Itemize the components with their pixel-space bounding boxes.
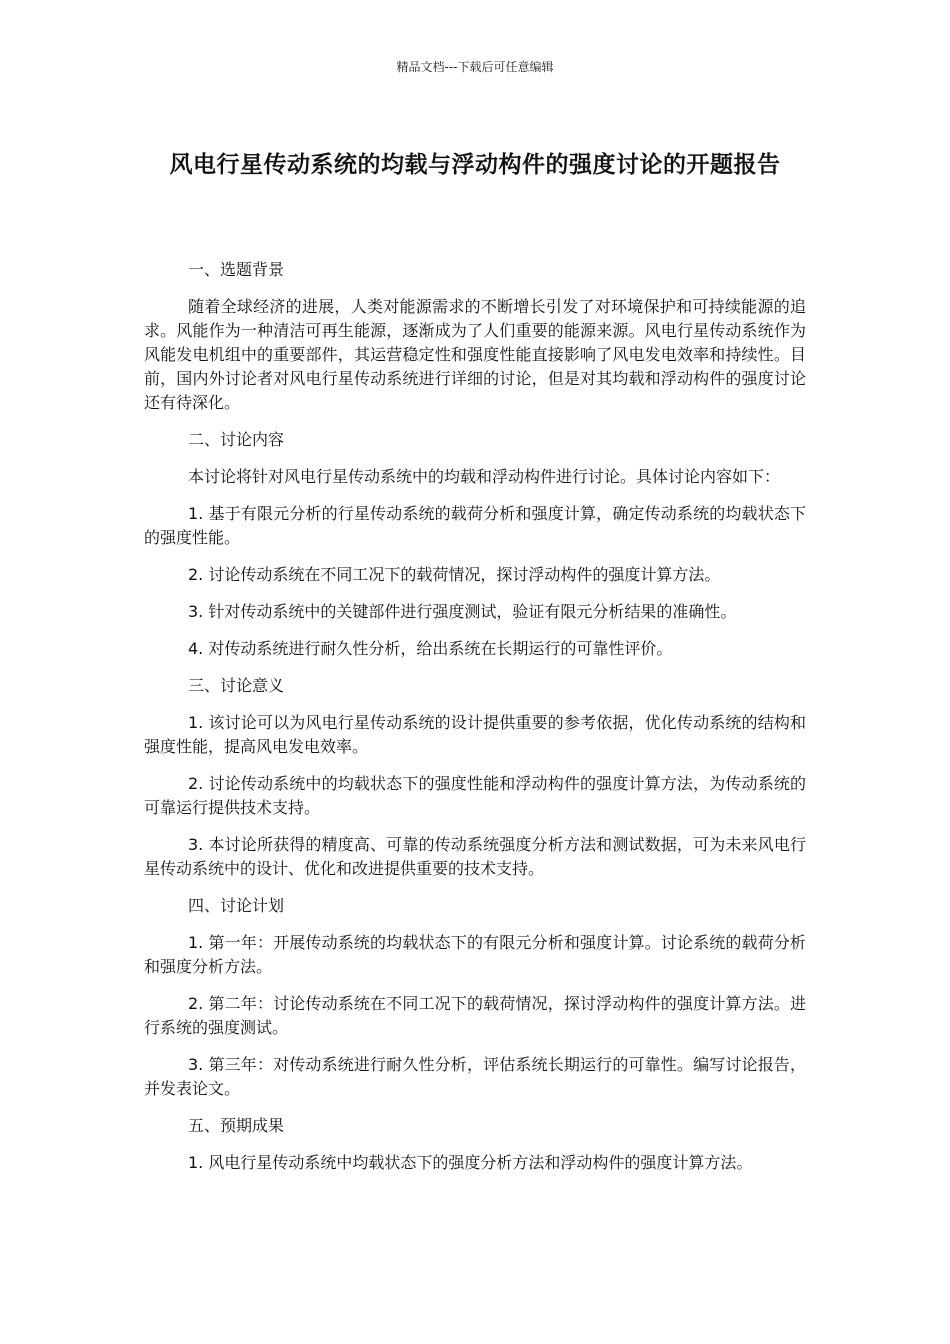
significance-item: 3. 本讨论所获得的精度高、可靠的传动系统强度分析方法和测试数据，可为未来风电行星传动系统中的设计、优化和改进提供重要的技术支持。 <box>144 835 806 878</box>
content-item: 3. 针对传动系统中的关键部件进行强度测试，验证有限元分析结果的准确性。 <box>188 602 737 621</box>
page-header: 精品文档---下载后可任意编辑 <box>396 60 554 74</box>
outcome-item: 1. 风电行星传动系统中均载状态下的强度分析方法和浮动构件的强度计算方法。 <box>188 1153 753 1172</box>
document-body <box>144 258 806 1188</box>
section-heading-background: 一、选题背景 <box>188 260 285 279</box>
background-paragraph: 随着全球经济的进展，人类对能源需求的不断增长引发了对环境保护和可持续能源的追求。风能作为一种清洁可再生能源，逐渐成为了人们重要的能源来源。风电行星传动系统作为风能发电机组中的重要部件，其运营稳定性和强度性能直接影响了风电发电效率和持续性。目前，国内外讨论者对风电行星传动系统进行详细的讨论，但是对其均载和浮动构件的强度讨论还有待深化。 <box>144 297 806 412</box>
section-heading-plan: 四、讨论计划 <box>188 896 285 915</box>
significance-item: 1. 该讨论可以为风电行星传动系统的设计提供重要的参考依据，优化传动系统的结构和强度性能，提高风电发电效率。 <box>144 713 806 756</box>
significance-item: 2. 讨论传动系统中的均载状态下的强度性能和浮动构件的强度计算方法，为传动系统的可靠运行提供技术支持。 <box>144 774 806 817</box>
content-item: 4. 对传动系统进行耐久性分析，给出系统在长期运行的可靠性评价。 <box>188 639 673 658</box>
content-intro-paragraph: 本讨论将针对风电行星传动系统中的均载和浮动构件进行讨论。具体讨论内容如下： <box>188 467 781 486</box>
section-heading-significance: 三、讨论意义 <box>188 676 285 695</box>
plan-item: 1. 第一年：开展传动系统的均载状态下的有限元分析和强度计算。讨论系统的载荷分析和强度分析方法。 <box>144 933 806 976</box>
section-heading-outcomes: 五、预期成果 <box>188 1116 285 1135</box>
content-item: 1. 基于有限元分析的行星传动系统的载荷分析和强度计算，确定传动系统的均载状态下的强度性能。 <box>144 504 806 547</box>
content-item: 2. 讨论传动系统在不同工况下的载荷情况，探讨浮动构件的强度计算方法。 <box>188 565 721 584</box>
plan-item: 2. 第二年：讨论传动系统在不同工况下的载荷情况，探讨浮动构件的强度计算方法。进行系统的强度测试。 <box>144 994 806 1037</box>
document-title: 风电行星传动系统的均载与浮动构件的强度讨论的开题报告 <box>169 152 781 178</box>
section-heading-content: 二、讨论内容 <box>188 430 285 449</box>
plan-item: 3. 第三年：对传动系统进行耐久性分析，评估系统长期运行的可靠性。编写讨论报告，并发表论文。 <box>144 1055 806 1098</box>
